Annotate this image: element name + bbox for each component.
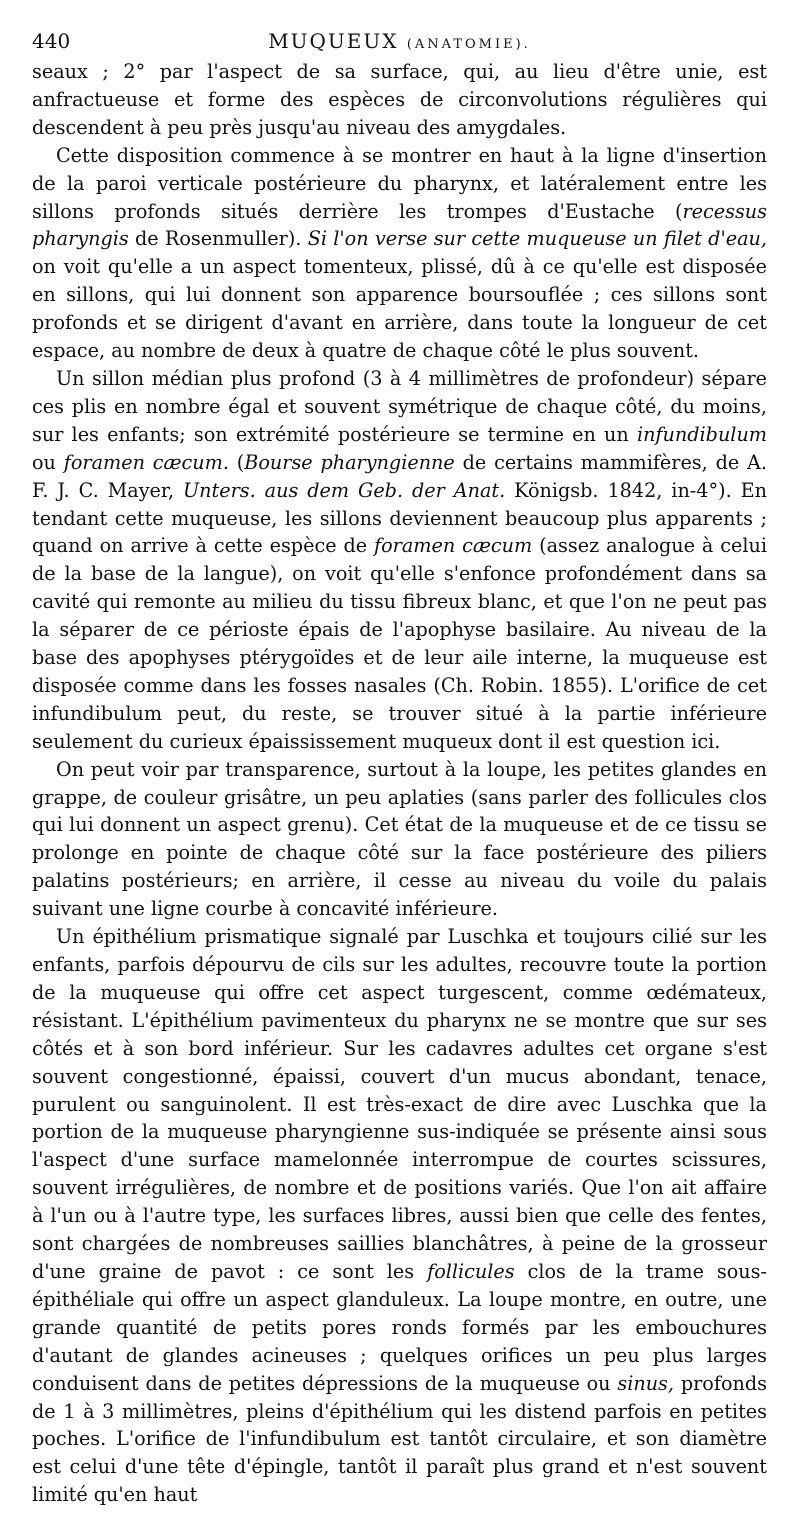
italic-text: infundibulum (636, 422, 767, 446)
page-number: 440 (32, 29, 71, 53)
text-run: Un épithélium prismatique signalé par Luschka et toujours cilié sur les enfants, parfois dépourvu de cils sur les adultes, recouvre toute la portion de la muqueuse qui offre cet aspect turgescent, comme œdémateux, résistant. L'épithélium pavimenteux du pharynx ne se montre que sur ses côtés et à son bord inférieur. Sur les cadavres adultes cet organe s'est souvent congestionné, épaissi, couvert d'un mucus abondant, tenace, purulent ou sanguinolent. Il est très-exact de dire avec Luschka que la portion de la muqueuse pharyngienne sus-indiquée se présente ainsi sous l'aspect d'une surface mamelonnée interrompue de courtes scissures, souvent irrégulières, de nombre et de positions variés. Que l'on ait affaire à l'un ou à l'autre type, les surfaces libres, aussi bien que celle des fentes, sont chargées de nombreuses saillies blanchâtres, à peine de la grosseur d'une graine de pavot : ce sont les (32, 925, 767, 1283)
italic-text: follicules (427, 1259, 515, 1283)
paragraph (32, 58, 767, 142)
paragraph (32, 365, 767, 756)
italic-text: recessus pharyngis (32, 199, 767, 251)
text-run: Un sillon médian plus profond (3 à 4 millimètres de profondeur) sépare ces plis en nombre égal et souvent symétrique de chaque côté, du moins, sur les enfants; son extrémité postérieure se termine en un (32, 366, 767, 446)
text-run: profonds de 1 à 3 millimètres, pleins d'épithélium qui les distend parfois en petites poches. L'orifice de l'infundibulum est tantôt circulaire, et son diamètre est celui d'une tête d'épingle, tantôt il paraît plus grand et n'est souvent limité qu'en haut (32, 1371, 767, 1507)
text-run: on voit qu'elle a un aspect tomenteux, plissé, dû à ce qu'elle est disposée en sillons, qui lui donnent son apparence boursouflée ; ces sillons sont profonds et se dirigent d'avant en arrière, dans toute la longueur de cet espace, au nombre de deux à quatre de chaque côté le plus souvent. (32, 255, 767, 363)
italic-text: foramen cæcum. (63, 450, 229, 474)
italic-text: Bourse pharyngienne (244, 450, 455, 474)
italic-text: Unters. aus dem Geb. der Anat. (183, 478, 506, 502)
italic-text: Si l'on verse sur cette muqueuse un filet d'eau, (307, 227, 767, 251)
text-run: de Rosenmuller). (128, 227, 308, 251)
text-run: de certains mammifères, de A. F. J. C. Mayer, (32, 450, 768, 502)
text-run: (assez analogue à celui de la base de la langue), on voit qu'elle s'enfonce profondément dans sa cavité qui remonte au milieu du tissu fibreux blanc, et que l'on ne peut pas la séparer de ce périoste épais de l'apophyse basilaire. Au niveau de la base des apophyses ptérygoïdes et de leur aile interne, la muqueuse est disposée comme dans les fosses nasales (Ch. Robin. 1855). L'orifice de cet infundibulum peut, du reste, se trouver situé à la partie inférieure seulement du curieux épaississement muqueux dont il est question ici. (32, 534, 767, 753)
book-page (32, 28, 767, 1509)
text-run: Cette disposition commence à se montrer en haut à la ligne d'insertion de la paroi verticale postérieure du pharynx, et latéralement entre les sillons profonds situés derrière les trompes d'Eustache ( (32, 143, 767, 223)
running-title: MUQUEUX (268, 29, 399, 53)
text-run: seaux ; 2° par l'aspect de sa surface, qui, au lieu d'être unie, est anfractueuse et forme des espèces de circonvolutions régulières qui descendent à peu près jusqu'au niveau des amygdales. (32, 60, 767, 139)
text-run: ( (228, 450, 245, 474)
text-run: ou (32, 450, 64, 474)
text-run: Königsb. 1842, in-4°). En tendant cette muqueuse, les sillons deviennent beaucoup plus apparents ; quand on arrive à cette espèce de (32, 478, 767, 558)
paragraph (32, 923, 767, 1509)
running-head (32, 28, 767, 59)
running-subtitle: (ANATOMIE). (406, 37, 531, 52)
body-text (32, 58, 767, 1509)
paragraph (32, 756, 767, 923)
italic-text: sinus, (617, 1371, 675, 1395)
page-header (32, 28, 767, 58)
paragraph (32, 142, 767, 365)
italic-text: foramen cæcum (374, 534, 533, 558)
text-run: clos de la trame sous-épithéliale qui offre un aspect glanduleux. La loupe montre, en outre, une grande quantité de petits pores ronds formés par les embouchures d'autant de glandes acineuses ; quelques orifices un peu plus larges conduisent dans de petites dépressions de la muqueuse ou (32, 1259, 767, 1395)
text-run: On peut voir par transparence, surtout à la loupe, les petites glandes en grappe, de couleur grisâtre, un peu aplaties (sans parler des follicules clos qui lui donnent un aspect grenu). Cet état de la muqueuse et de ce tissu se prolonge en pointe de chaque côté sur la face postérieure des piliers palatins postérieurs; en arrière, il cesse au niveau du voile du palais suivant une ligne courbe à concavité inférieure. (32, 757, 767, 921)
